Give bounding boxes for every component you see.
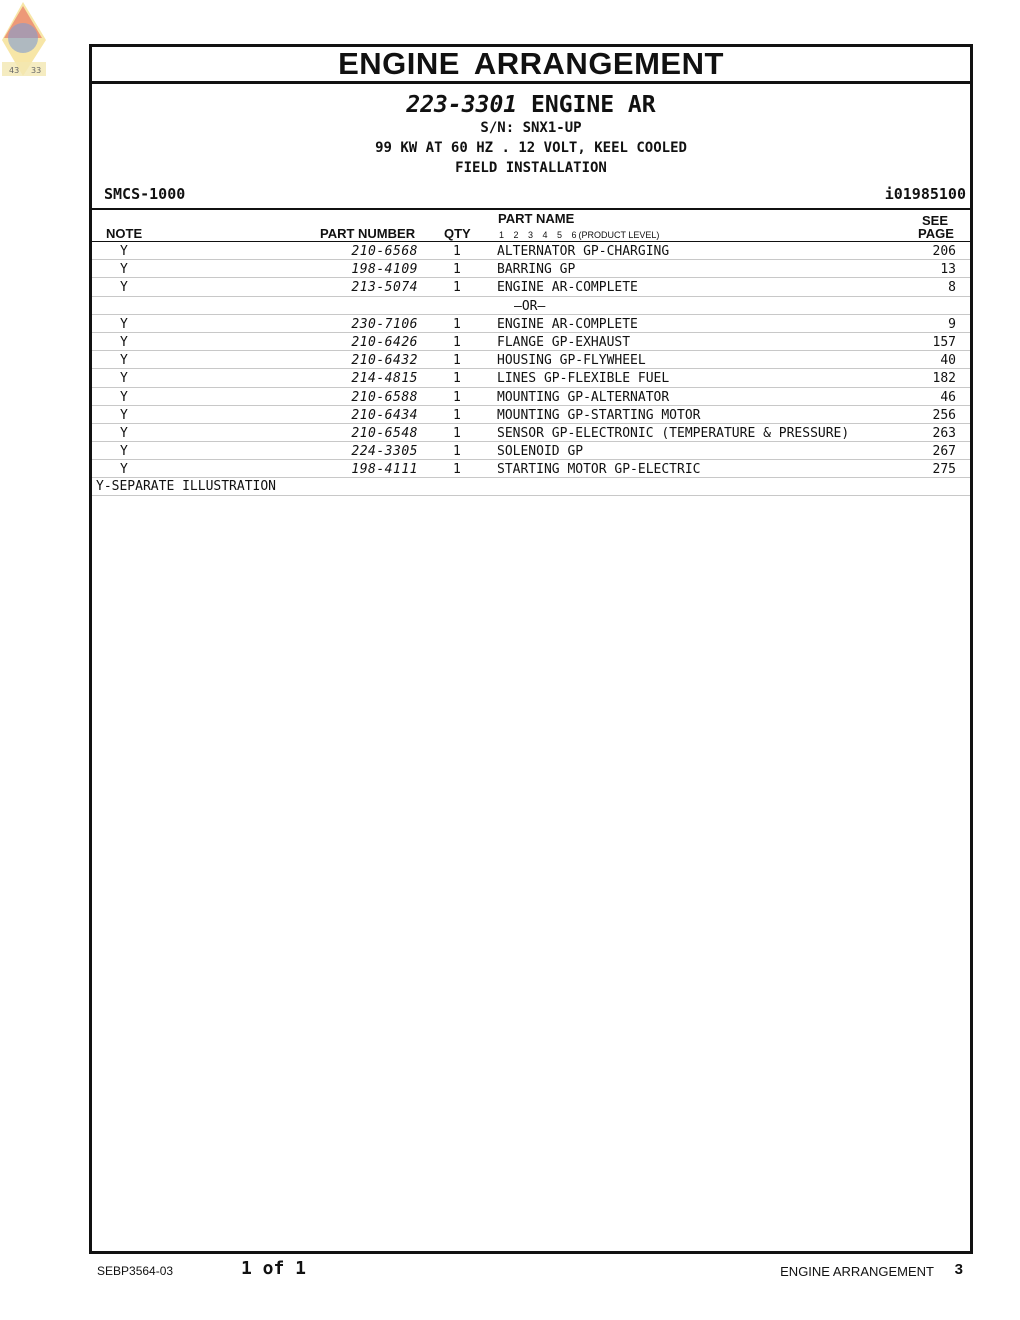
part-number-cell: 198-4111 xyxy=(351,462,418,478)
parts-list xyxy=(92,242,970,478)
group-name: ENGINE AR xyxy=(531,92,656,118)
table-row xyxy=(92,315,970,333)
table-row xyxy=(92,333,970,351)
header-part-number: PART NUMBER xyxy=(320,226,416,241)
page-title: ENGINE ARRANGEMENT xyxy=(92,47,970,84)
document-code: SEBP3564-03 xyxy=(97,1264,174,1278)
header-product-levels xyxy=(499,230,659,240)
qty-cell: 1 xyxy=(453,462,461,478)
qty-cell: 1 xyxy=(453,353,461,369)
see-page-cell: 275 xyxy=(932,462,956,478)
see-page-cell: 13 xyxy=(940,262,956,278)
part-number-cell: 230-7106 xyxy=(351,316,418,332)
note-cell: Y xyxy=(120,316,128,332)
column-headers xyxy=(92,210,970,242)
product-level-label: (PRODUCT LEVEL) xyxy=(578,230,660,240)
group-title xyxy=(92,84,970,118)
publisher-logo xyxy=(0,0,48,78)
table-row xyxy=(92,369,970,387)
page-number: 3 xyxy=(954,1261,963,1278)
table-row xyxy=(92,388,970,406)
qty-cell: 1 xyxy=(453,244,461,259)
see-page-cell: 157 xyxy=(932,334,956,350)
part-name-cell: BARRING GP xyxy=(497,262,576,278)
header-note: NOTE xyxy=(106,226,143,241)
illustration-id: i01985100 xyxy=(884,185,966,203)
see-page-cell: 267 xyxy=(932,444,956,460)
part-name-cell: MOUNTING GP-ALTERNATOR xyxy=(497,389,670,405)
table-row xyxy=(92,442,970,460)
part-name-cell: MOUNTING GP-STARTING MOTOR xyxy=(497,407,701,423)
part-name-cell: ENGINE AR-COMPLETE xyxy=(497,280,638,296)
see-page-cell: 40 xyxy=(940,353,956,369)
part-name-cell: ENGINE AR-COMPLETE xyxy=(497,316,638,332)
part-number-cell: 213-5074 xyxy=(351,280,418,296)
see-page-cell: 206 xyxy=(932,244,956,259)
footnote: Y-SEPARATE ILLUSTRATION xyxy=(92,478,970,496)
table-row xyxy=(92,260,970,278)
qty-cell: 1 xyxy=(453,425,461,441)
part-name-cell: STARTING MOTOR GP-ELECTRIC xyxy=(497,462,701,478)
note-cell: Y xyxy=(120,262,128,278)
part-number-cell: 198-4109 xyxy=(351,262,418,278)
note-cell: Y xyxy=(120,444,128,460)
part-number-cell: 210-6588 xyxy=(351,389,418,405)
part-number-cell: 210-6548 xyxy=(351,425,418,441)
note-cell: Y xyxy=(120,334,128,350)
group-description: 99 KW AT 60 HZ . 12 VOLT, KEEL COOLED xyxy=(375,140,687,156)
note-cell: Y xyxy=(120,462,128,478)
installation-note: FIELD INSTALLATION xyxy=(455,160,607,176)
part-number-cell: 210-6568 xyxy=(351,244,418,259)
part-number-cell: 210-6432 xyxy=(351,353,418,369)
note-cell: Y xyxy=(120,280,128,296)
part-number-cell: 210-6426 xyxy=(351,334,418,350)
product-level-numbers: 1 2 3 4 5 6 xyxy=(499,230,577,240)
document-frame xyxy=(89,44,973,1254)
part-number-cell: 214-4815 xyxy=(351,371,418,387)
smcs-code: SMCS-1000 xyxy=(104,185,186,203)
see-page-cell: 256 xyxy=(932,407,956,423)
note-cell: Y xyxy=(120,353,128,369)
table-row xyxy=(92,460,970,478)
section-name: ENGINE ARRANGEMENT xyxy=(780,1264,934,1279)
note-cell: Y xyxy=(120,407,128,423)
note-cell: Y xyxy=(120,244,128,259)
alternative-text: —OR— xyxy=(514,298,546,314)
header-qty: QTY xyxy=(444,226,471,241)
table-row xyxy=(92,406,970,424)
qty-cell: 1 xyxy=(453,444,461,460)
see-page-cell: 8 xyxy=(948,280,956,296)
page-count: 1 of 1 xyxy=(241,1258,307,1279)
group-number: 223-3301 xyxy=(406,92,518,118)
see-page-cell: 9 xyxy=(948,316,956,332)
page-footer xyxy=(0,1258,1020,1282)
see-page-cell: 263 xyxy=(932,425,956,441)
part-name-cell: SENSOR GP-ELECTRONIC (TEMPERATURE & PRESSURE) xyxy=(497,425,850,441)
table-row xyxy=(92,424,970,442)
serial-number: S/N: SNX1-UP xyxy=(480,120,582,136)
see-page-cell: 182 xyxy=(932,371,956,387)
see-page-cell: 46 xyxy=(940,389,956,405)
qty-cell: 1 xyxy=(453,280,461,296)
note-cell: Y xyxy=(120,371,128,387)
table-row xyxy=(92,242,970,260)
alternative-separator xyxy=(92,297,970,315)
logo-number-right: 33 xyxy=(31,66,42,75)
part-name-cell: SOLENOID GP xyxy=(497,444,584,460)
part-number-cell: 210-6434 xyxy=(351,407,418,423)
part-name-cell: ALTERNATOR GP-CHARGING xyxy=(497,244,670,259)
table-row xyxy=(92,351,970,369)
header-part-name: PART NAME xyxy=(498,211,575,226)
header-page: PAGE xyxy=(918,226,954,241)
note-cell: Y xyxy=(120,389,128,405)
part-name-cell: LINES GP-FLEXIBLE FUEL xyxy=(497,371,670,387)
part-number-cell: 224-3305 xyxy=(351,444,418,460)
header-see: SEE xyxy=(922,213,949,228)
qty-cell: 1 xyxy=(453,316,461,332)
qty-cell: 1 xyxy=(453,334,461,350)
qty-cell: 1 xyxy=(453,389,461,405)
qty-cell: 1 xyxy=(453,407,461,423)
part-name-cell: FLANGE GP-EXHAUST xyxy=(497,334,631,350)
note-cell: Y xyxy=(120,425,128,441)
group-header xyxy=(92,84,970,210)
qty-cell: 1 xyxy=(453,262,461,278)
qty-cell: 1 xyxy=(453,371,461,387)
table-row xyxy=(92,278,970,296)
logo-number-left: 43 xyxy=(9,66,20,75)
part-name-cell: HOUSING GP-FLYWHEEL xyxy=(497,353,646,369)
